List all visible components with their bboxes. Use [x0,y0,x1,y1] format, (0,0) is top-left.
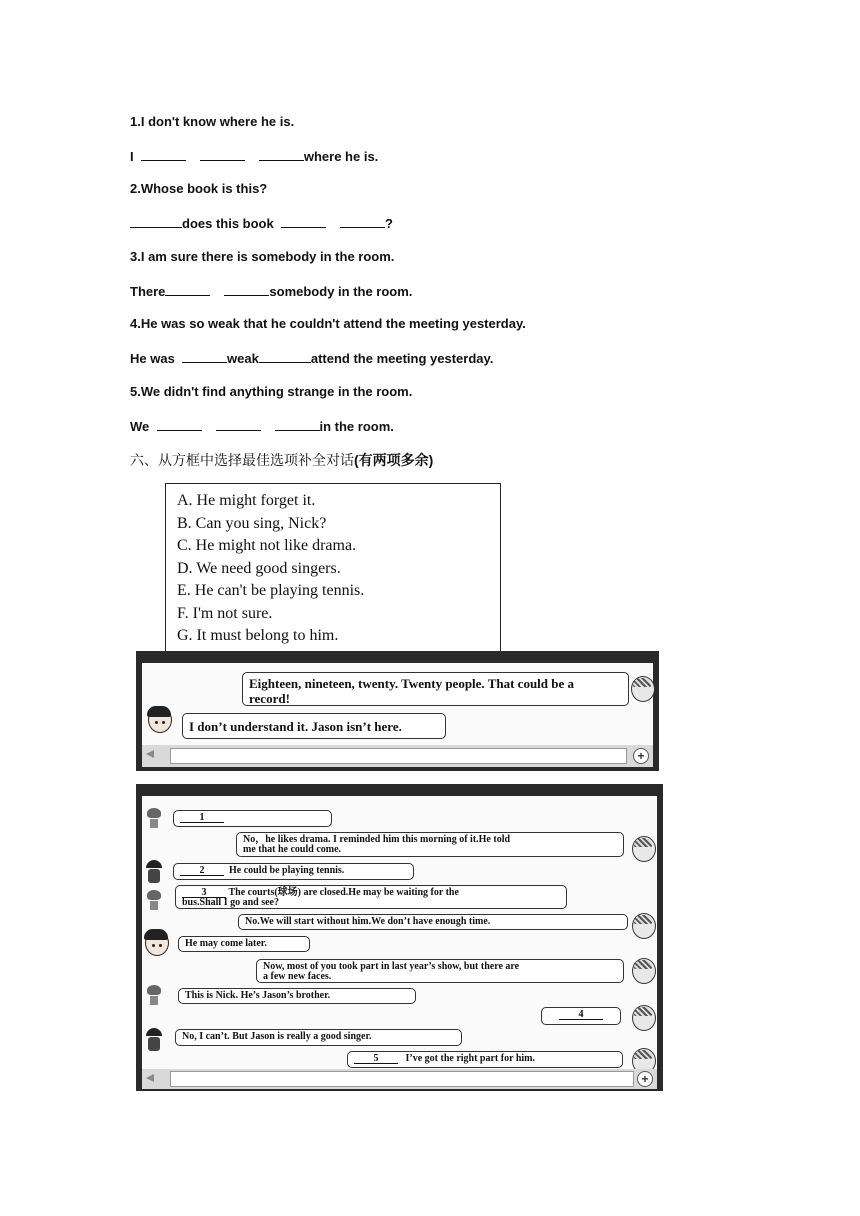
message-input[interactable] [170,748,627,764]
blank[interactable] [340,215,385,228]
exercise-5-question: 5.We didn't find anything strange in the room. [130,384,413,399]
chat-body [142,796,657,1069]
option-a: A. He might forget it. [177,492,316,509]
chat-window-2 [136,784,663,1091]
blank[interactable] [157,418,202,431]
plus-icon[interactable]: + [633,748,649,764]
avatar-girl-icon [145,930,169,956]
chat-bubble: No，he likes drama. I reminded him this morning of it.He told me that he could come. [236,832,624,857]
chat-body [142,663,653,745]
chat-status-bar [136,784,663,796]
blank[interactable] [141,148,186,161]
chat-status-bar [136,651,659,663]
avatar-boy-icon [143,1028,165,1052]
avatar-robot-icon [143,888,165,912]
plus-icon[interactable]: + [637,1071,653,1087]
chat-bubble: 3 The courts(球场) are closed.He may be waiting for the bus.Shall I go and see? [175,885,567,909]
option-e: E. He can't be playing tennis. [177,582,365,599]
option-b: B. Can you sing, Nick? [177,514,327,532]
chat-bubble: He may come later. [178,936,310,952]
blank[interactable] [130,215,182,228]
chat-input-bar [142,1069,657,1089]
chat-input-bar [142,745,653,767]
blank[interactable] [224,283,269,296]
options-box [165,483,501,658]
exercise-4-question: 4.He was so weak that he couldn't attend the meeting yesterday. [130,316,526,331]
chat-bubble: Eighteen, nineteen, twenty. Twenty people. That could be a record! [242,672,629,706]
chat-bubble: 4 [541,1007,621,1025]
chat-bubble: 2 He could be playing tennis. [173,863,414,880]
blank[interactable] [281,215,326,228]
chat-bubble: 1 [173,810,332,827]
chat-bubble: This is Nick. He’s Jason’s brother. [178,988,416,1004]
avatar-girl-icon [148,707,172,733]
blank[interactable] [182,350,227,363]
avatar-curly-icon [631,676,655,702]
exercise-1-question: 1.I don't know where he is. [130,114,295,129]
option-d: D. We need good singers. [177,559,341,577]
exercise-4-answer: He was weak attend the meeting yesterday. [130,351,494,366]
blank[interactable] [165,283,210,296]
chat-bubble: No, I can’t. But Jason is really a good singer. [175,1029,462,1046]
blank[interactable] [259,350,311,363]
blank[interactable] [259,148,304,161]
avatar-boy-icon [143,860,165,884]
exercise-2-answer: does this book ? [130,215,393,232]
section-heading: 六、从方框中选择最佳选项补全对话(有两项多余) [130,452,434,469]
blank[interactable] [200,148,245,161]
blank[interactable] [275,418,320,431]
speaker-icon [146,1074,154,1082]
message-input[interactable] [170,1071,634,1087]
chat-bubble: 5 I’ve got the right part for him. [347,1051,623,1068]
exercise-2-question: 2.Whose book is this? [130,181,268,196]
avatar-curly-icon [632,958,656,984]
chat-bubble: No.We will start without him.We don’t have enough time. [238,914,628,930]
avatar-robot-icon [143,806,165,830]
exercise-3-answer: There somebody in the room. [130,284,413,299]
chat-bubble: I don’t understand it. Jason isn’t here. [182,713,446,739]
exercise-5-answer: We in the room. [130,419,394,434]
option-g: G. It must belong to him. [177,627,339,644]
avatar-robot-icon [143,983,165,1007]
exercise-3-question: 3.I am sure there is somebody in the room. [130,249,395,264]
avatar-curly-icon [632,1005,656,1031]
option-f: F. I'm not sure. [177,604,273,622]
option-c: C. He might not like drama. [177,537,357,554]
exercise-1-answer: I where he is. [130,149,379,164]
blank[interactable] [216,418,261,431]
avatar-curly-icon [632,913,656,939]
chat-window-1 [136,651,659,771]
avatar-curly-icon [632,836,656,862]
chat-bubble: Now, most of you took part in last year’s show, but there are a few new faces. [256,959,624,983]
speaker-icon [146,750,154,758]
